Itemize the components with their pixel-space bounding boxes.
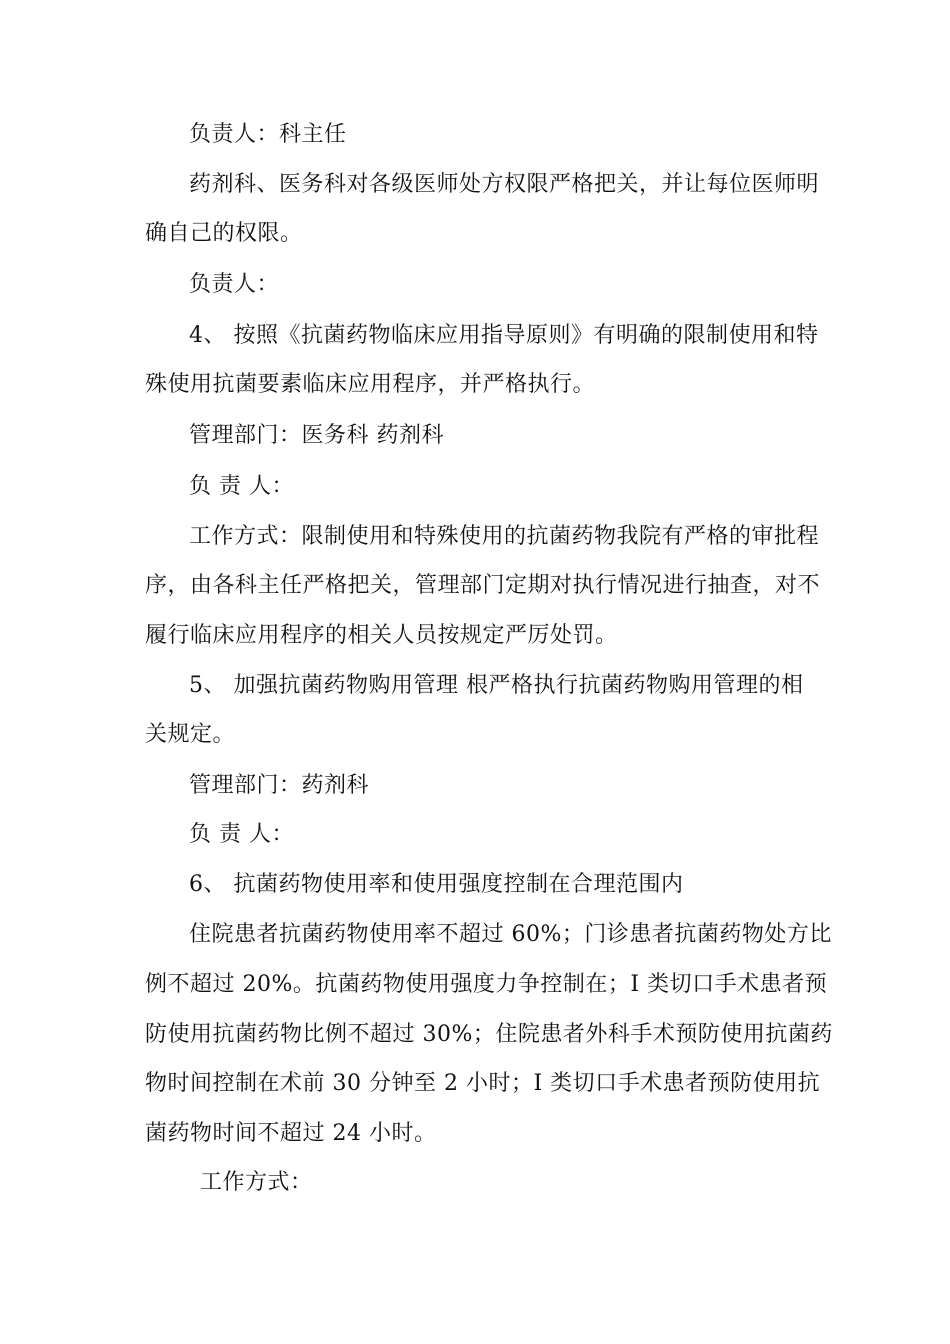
paragraph-line: 序，由各科主任严格把关，管理部门定期对执行情况进行抽查，对不 xyxy=(145,573,821,598)
paragraph-line: 殊使用抗菌要素临床应用程序，并严格执行。 xyxy=(145,372,596,397)
section-heading-5: 5、 加强抗菌药物购用管理 根严格执行抗菌药物购用管理的相 xyxy=(189,673,804,698)
responsible-person-line: 负责人：科主任 xyxy=(189,122,347,147)
paragraph-line: 防使用抗菌药物比例不超过 30%；住院患者外科手术预防使用抗菌药 xyxy=(145,1022,833,1047)
paragraph-line: 药剂科、医务科对各级医师处方权限严格把关，并让每位医师明 xyxy=(189,172,820,197)
paragraph-line: 住院患者抗菌药物使用率不超过 60%；门诊患者抗菌药物处方比 xyxy=(189,922,832,947)
section-heading-6: 6、 抗菌药物使用率和使用强度控制在合理范围内 xyxy=(189,872,684,897)
management-dept-line: 管理部门：医务科 药剂科 xyxy=(189,423,444,448)
work-method-line: 工作方式：限制使用和特殊使用的抗菌药物我院有严格的审批程 xyxy=(189,524,820,549)
paragraph-line: 菌药物时间不超过 24 小时。 xyxy=(145,1121,437,1146)
paragraph-line: 物时间控制在术前 30 分钟至 2 小时；I 类切口手术患者预防使用抗 xyxy=(145,1071,821,1096)
management-dept-line: 管理部门：药剂科 xyxy=(189,773,370,798)
responsible-person-line: 负 责 人： xyxy=(189,474,294,499)
work-method-line: 工作方式： xyxy=(200,1170,313,1195)
section-heading-4: 4、 按照《抗菌药物临床应用指导原则》有明确的限制使用和特 xyxy=(189,323,819,348)
paragraph-line: 例不超过 20%。抗菌药物使用强度力争控制在；I 类切口手术患者预 xyxy=(145,972,828,997)
paragraph-line: 确自己的权限。 xyxy=(145,221,303,246)
responsible-person-line: 负 责 人： xyxy=(189,822,294,847)
responsible-person-line: 负责人： xyxy=(189,272,280,297)
paragraph-line: 履行临床应用程序的相关人员按规定严厉处罚。 xyxy=(145,623,618,648)
paragraph-line: 关规定。 xyxy=(145,722,236,747)
